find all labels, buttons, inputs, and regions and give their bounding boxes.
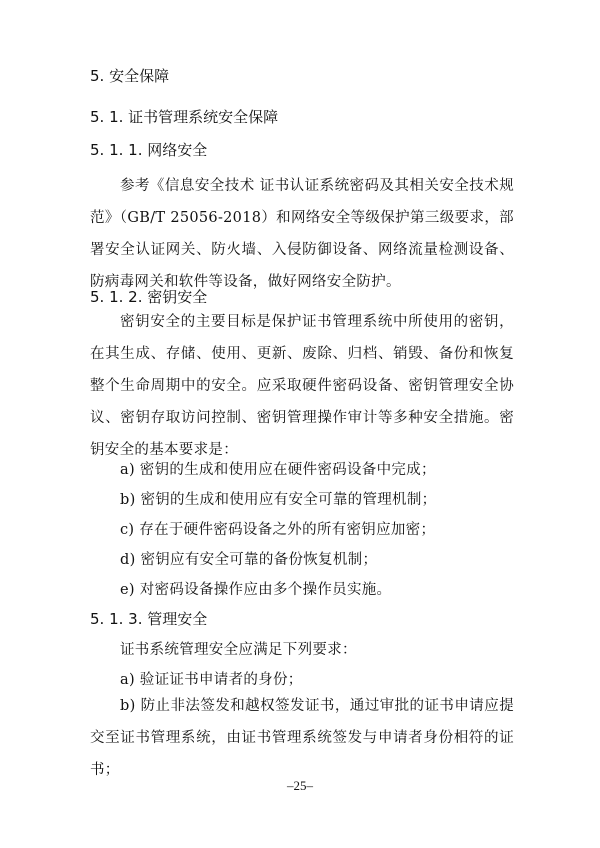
heading-section-5-1-3: 5. 1. 3. 管理安全 [90, 610, 208, 628]
list-item-management-a: a) 验证证书申请者的身份； [120, 672, 303, 688]
list-item-key-b: b) 密钥的生成和使用应有安全可靠的管理机制； [120, 492, 437, 508]
list-item-key-d: d) 密钥应有安全可靠的备份恢复机制； [120, 552, 378, 568]
list-item-key-c: c) 存在于硬件密码设备之外的所有密钥应加密； [120, 522, 436, 538]
list-item-key-a: a) 密钥的生成和使用应在硬件密码设备中完成； [120, 462, 436, 478]
heading-section-5-1-2: 5. 1. 2. 密钥安全 [90, 288, 208, 306]
paragraph-management-intro: 证书系统管理安全应满足下列要求： [120, 642, 357, 658]
paragraph-key-security: 密钥安全的主要目标是保护证书管理系统中所使用的密钥，在其生成、存储、使用、更新、废除、归档、销毁、备份和恢复整个生命周期中的安全。应采取硬件密码设备、密钥管理安全协议、密钥存取访问控制、密钥管理操作审计等多种安全措施。密钥安全的基本要求是： [90, 314, 514, 458]
paragraph-network-security: 参考《信息安全技术 证书认证系统密码及其相关安全技术规范》（GB/T 25056-2018）和网络安全等级保护第三级要求，部署安全认证网关、防火墙、入侵防御设备、网络流量检测设备、防病毒网关和软件等设备，做好网络安全防护。 [90, 178, 514, 290]
heading-section-5-1: 5. 1. 证书管理系统安全保障 [90, 108, 279, 126]
page-number: –25– [287, 778, 313, 793]
heading-section-5-1-1: 5. 1. 1. 网络安全 [90, 141, 208, 159]
heading-section-5: 5. 安全保障 [90, 67, 170, 85]
list-item-key-e: e) 对密码设备操作应由多个操作员实施。 [120, 582, 392, 598]
list-item-management-b: b) 防止非法签发和越权签发证书，通过审批的证书申请应提交至证书管理系统，由证书管理系统签发与申请者身份相符的证书； [90, 698, 514, 778]
